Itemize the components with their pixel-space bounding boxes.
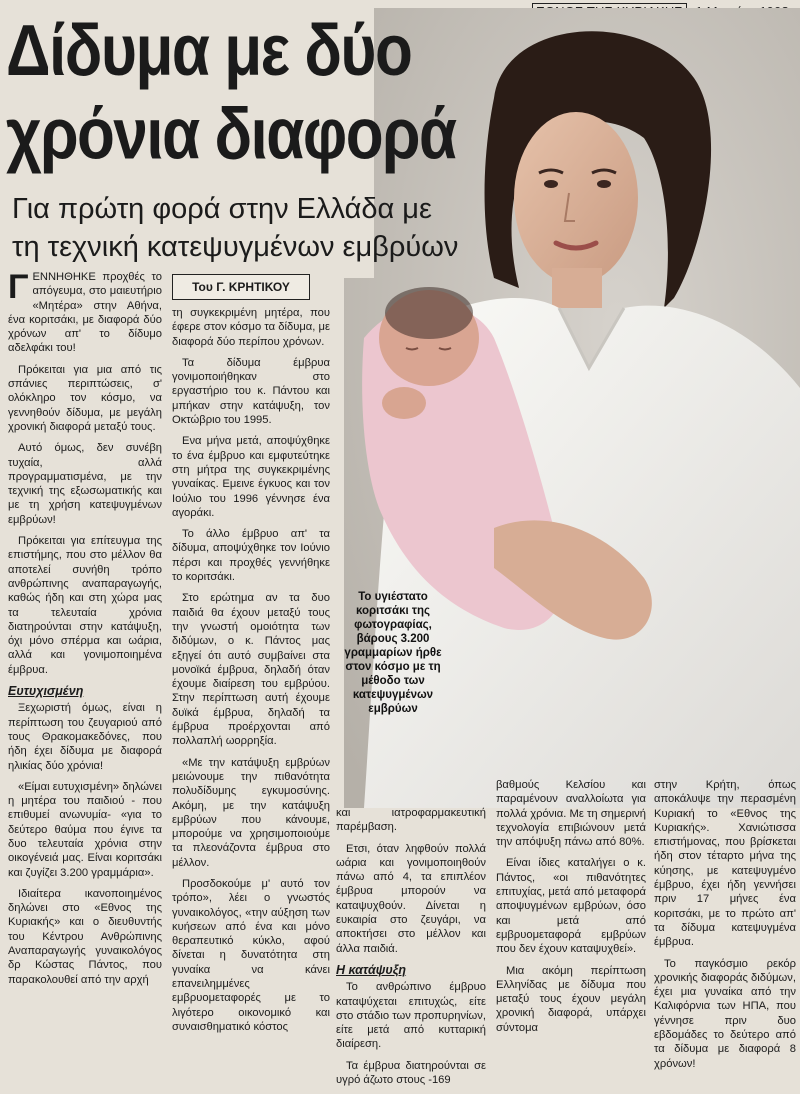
- article-column-3: [336, 806, 486, 1094]
- article-column-4: [496, 778, 646, 1042]
- paragraph: Ιδιαίτερα ικανοποιημένος δηλώνει στο «Εθνος της Κυριακής» και ο διευθυντής του Κέντρου Ανθρώπινης Αναπαραγωγής γυναικολόγος δρ Κώστας Πάντος, που παρακολουθεί από την αρχή: [8, 887, 162, 986]
- paragraph: Αυτό όμως, δεν συνέβη τυχαία, αλλά προγραμματισμένα, με την τεχνική της εξωσωματικής και με τη χρήση κατεψυγμένων εμβρύων!: [8, 442, 162, 526]
- subheadline: [12, 190, 482, 266]
- paragraph: Μια ακόμη περίπτωση Ελληνίδας με δίδυμα που μεταξύ τους έχουν μεγάλη χρονική διαφορά, υπάρχει σύντομα: [496, 964, 646, 1034]
- section-heading: Η κατάψυξη: [336, 962, 407, 977]
- paragraph: Ξεχωριστή όμως, είναι η περίπτωση του ζευγαριού από τους Θρακομακεδόνες, που ήδη έχει δίδυμα με διαφορά ηλικίας δύο χρόνια!: [8, 702, 162, 772]
- paragraph: Το ανθρώπινο έμβρυο καταψύχεται επιτυχώς, είτε στο στάδιο των προπυρηνίων, είτε μετά από κυτταρική διαίρεση.: [336, 981, 486, 1051]
- subheadline-line-1: Για πρώτη φορά στην Ελλάδα με: [12, 193, 432, 225]
- paragraph: Το άλλο έμβρυο απ' τα δίδυμα, αποψύχθηκε τον Ιούνιο πέρσι και προχθές γεννήθηκε το κοριτσάκι.: [172, 528, 330, 584]
- paragraph: και ιατροφαρμακευτική παρέμβαση.: [336, 807, 486, 834]
- paragraph: Πρόκειται για επίτευγμα της επιστήμης, που στο μέλλον θα αποτελεί συνήθη τρόπο ανθρώπινης αναπαραγωγής, καθώς ήδη και στη χώρα μας τα τελευταία χρόνια διατηρούνται στην κατάψυξη, όχι μόνο σπέρμα και ωάρια, αλλά και γονιμοποιημένα έμβρυα.: [8, 535, 162, 676]
- paragraph: Είναι ίδιες καταλήγει ο κ. Πάντος, «οι πιθανότητες επιτυχίας, μετά από μεταφορά αποψυγμένων εμβρύων, όσο και μετά από εμβρυομεταφορά εμβρύων που δεν έχουν καταψυχθεί».: [496, 857, 646, 956]
- paragraph: «Είμαι ευτυχισμένη» δηλώνει η μητέρα του παιδιού - που επιθυμεί ανωνυμία- «για το δεύτερο θαύμα που έγινε τα δυο τελευταία χρόνια στην οικογένειά μας. Είναι κοριτσάκι και ζυγίζει 3.200 γραμμάρια».: [8, 780, 162, 879]
- paragraph: ΓΕΝΝΗΘΗΚΕ προχθές το απόγευμα, στο μαιευτήριο «Μητέρα» στην Αθήνα, ένα κοριτσάκι, με διαφορά δύο χρόνων απ' το δίδυμο αδελφάκι του!: [8, 268, 162, 355]
- drop-cap: Γ: [8, 268, 29, 306]
- section-heading: Ευτυχισμένη: [8, 684, 84, 699]
- byline: Του Γ. ΚΡΗΤΙΚΟΥ: [172, 274, 310, 300]
- paragraph: στην Κρήτη, όπως αποκάλυψε την περασμένη Κυριακή το «Εθνος της Κυριακής». Χανιώτισσα επιστήμονας, που βρίσκεται ήδη στον τέταρτο μήνα της κύησης, με κατεψυγμένο έμβρυο, έχει ήδη γεννήσει πριν 17 μήνες ένα κοριτσάκι, με το πρώτο απ' τα δίδυμα κατεψυγμένα έμβρυα.: [654, 779, 796, 949]
- headline-line-1: Δίδυμα με δύο: [6, 11, 412, 92]
- paragraph: Στο ερώτημα αν τα δυο παιδιά θα έχουν μεταξύ τους την γνωστή ομοιότητα των διδύμων, ο κ. Πάντος μας εξηγεί ότι αυτό συμβαίνει στα μονοϊκά έμβρυα, δηλαδή όταν έχουμε διαίρεση του εμβρύου. Στην περίπτωση αυτή έχουμε δυϊκά έμβρυα, δηλαδή τα έμβρυα προέρχονται από πολλαπλή ωορρηξία.: [172, 592, 330, 748]
- article-column-1: [8, 270, 162, 994]
- paragraph: Το παγκόσμιο ρεκόρ χρονικής διαφοράς διδύμων, έχει μια γυναίκα από την Καλιφόρνια των ΗΠΑ, που γέννησε πριν δυο εβδομάδες το δεύτερο από τα δίδυμα με διαφορά 8 χρόνων!: [654, 957, 796, 1070]
- subheadline-line-2: τη τεχνική κατεψυγμένων εμβρύων: [12, 231, 459, 263]
- article-column-2: [172, 306, 330, 1041]
- paragraph: τη συγκεκριμένη μητέρα, που έφερε στον κόσμο τα δίδυμα, με διαφορά δύο περίπου χρόνων.: [172, 307, 330, 348]
- photo-caption: Το υγιέστατο κοριτσάκι της φωτογραφίας, βάρους 3.200 γραμμαρίων ήρθε στον κόσμο με τη μέθοδο των κατεψυγμένων εμβρύων: [344, 591, 442, 715]
- headline-line-2: χρόνια διαφορά: [6, 94, 456, 175]
- paragraph: Τα δίδυμα έμβρυα γονιμοποιήθηκαν στο εργαστήριο του κ. Πάντου και μπήκαν στην κατάψυξη, τον Οκτώβριο του 1995.: [172, 356, 330, 427]
- paragraph: Ενα μήνα μετά, αποψύχθηκε το ένα έμβρυο και εμφυτεύτηκε στη μήτρα της συγκεκριμένης γυναίκας. Εμεινε έγκυος και τον Ιούλιο του 1996 γέννησε ένα αγοράκι.: [172, 435, 330, 519]
- paragraph: Προσδοκούμε μ' αυτό τον τρόπο», λέει ο γνωστός γυναικολόγος, «την αύξηση των κυήσεων από ένα και μόνο θεραπευτικό κύκλο, αφού δίνεται η δυνατότητα στη γυναίκα να κάνει επανειλημμένες εμβρυομεταφορές με το λιγότερο οικονομικό και συναισθηματικό κόστος: [172, 877, 330, 1033]
- paragraph: βαθμούς Κελσίου και παραμένουν αναλλοίωτα για πολλά χρόνια. Με τη σημερινή τεχνολογία επιβιώνουν μετά την απόψυξη πάνω από 80%.: [496, 779, 646, 849]
- paragraph: Τα έμβρυα διατηρούνται σε υγρό άζωτο στους -169: [336, 1059, 486, 1087]
- paragraph: «Με την κατάψυξη εμβρύων μειώνουμε την πιθανότητα πολυδίδυμης εγκυμοσύνης. Ακόμη, με την κατάψυξη εμβρύων που κάνουμε, μπορούμε να χρησιμοποιούμε τα πλεονάζοντα έμβρυα στο μέλλον.: [172, 756, 330, 869]
- article-column-5: [654, 778, 796, 1078]
- paragraph: Πρόκειται για μια από τις σπάνιες περιπτώσεις, σ' ολόκληρο τον κόσμο, να γεννηθούν δίδυμα, με μεγάλη χρονική διαφορά μεταξύ τους.: [8, 363, 162, 433]
- paragraph: Ετσι, όταν ληφθούν πολλά ωάρια και γονιμοποιηθούν πάνω από 4, τα επιπλέον έμβρυα μπορούν να καταψυχθούν. Δίνεται η ευκαιρία στο ζευγάρι, να αποκτήσει στο μέλλον και άλλα παιδιά.: [336, 842, 486, 955]
- headline: [6, 10, 516, 177]
